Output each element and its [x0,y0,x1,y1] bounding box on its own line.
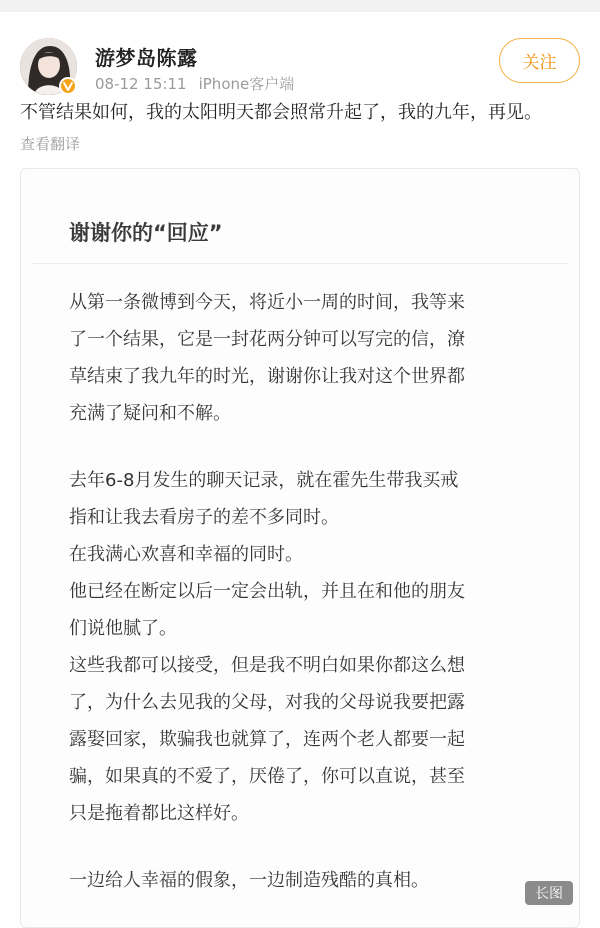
post-source: iPhone客户端 [198,75,295,93]
translate-link[interactable]: 查看翻译 [20,135,81,153]
card-line: 了一个结果，它是一封花两分钟可以写完的信，潦 [69,329,465,350]
post-header [0,12,600,98]
card-line: 骗，如果真的不爱了，厌倦了，你可以直说，甚至 [69,766,465,787]
long-image-badge: 长图 [525,881,573,905]
card-line: 在我满心欢喜和幸福的同时。 [69,544,303,565]
status-strip [0,0,600,12]
card-line: 他已经在断定以后一定会出轨，并且在和他的朋友 [69,581,465,602]
card-line: 只是拖着都比这样好。 [69,803,249,824]
card-line: 草结束了我九年的时光，谢谢你让我对这个世界都 [69,366,465,387]
card-line: 这些我都可以接受，但是我不明白如果你都这么想 [69,655,465,676]
card-line: 充满了疑问和不解。 [69,403,231,424]
verified-badge-icon [59,77,77,95]
post-time: 08-12 15:11 [95,75,187,93]
card-line: 了，为什么去见我的父母，对我的父母说我要把露 [69,692,465,713]
card-line: 指和让我去看房子的差不多同时。 [69,507,339,528]
card-line: 从第一条微博到今天，将近小一周的时间，我等来 [69,292,465,313]
card-title: 谢谢你的“回应” [69,221,223,245]
long-image-card[interactable] [20,168,580,928]
card-divider [31,263,569,264]
card-line: 露娶回家，欺骗我也就算了，连两个老人都要一起 [69,729,465,750]
card-line: 一边给人幸福的假象，一边制造残酷的真相。 [69,870,429,891]
follow-button[interactable]: 关注 [499,38,580,83]
post-text: 不管结果如何，我的太阳明天都会照常升起了，我的九年，再见。 [20,102,542,123]
username[interactable]: 游梦岛陈露 [95,46,198,70]
card-body [69,284,545,899]
post-meta [95,73,294,94]
card-line: 们说他腻了。 [69,618,177,639]
card-line: 去年6-8月发生的聊天记录，就在霍先生带我买戒 [69,470,459,491]
